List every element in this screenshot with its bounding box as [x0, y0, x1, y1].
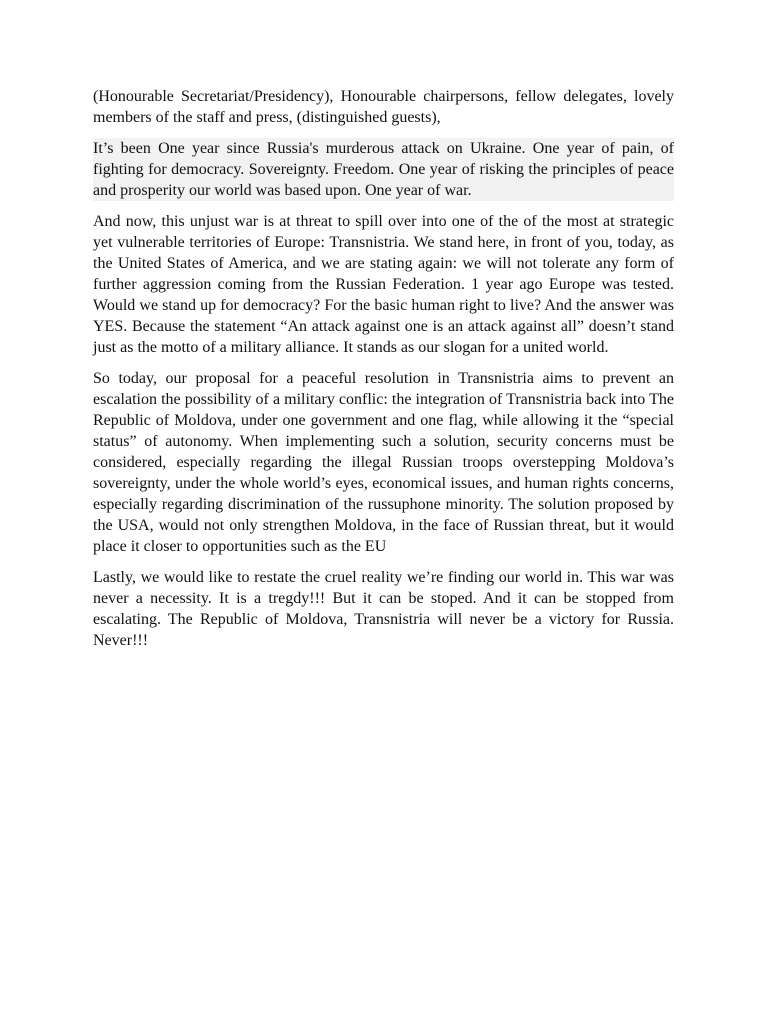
paragraph-conclusion: Lastly, we would like to restate the cruel reality we’re finding our world in. This war was never a necessity. It is a tregdy!!! But it can be stoped. And it can be stopped from escalating. The Republic of Moldova, Transnistria will never be a victory for Russia. Never!!!	[93, 569, 674, 649]
paragraph-proposal: So today, our proposal for a peaceful resolution in Transnistria aims to prevent an escalation the possibility of a military conflic: the integration of Transnistria back into The Republic of Moldova, under one government and one flag, while allowing it the “special status” of autonomy. When implementing such a solution, security concerns must be considered, especially regarding the illegal Russian troops overstepping Moldova’s sovereignty, under the whole world’s eyes, economical issues, and human rights concerns, especially regarding discrimination of the russuphone minority. The solution proposed by the USA, would not only strengthen Moldova, in the face of Russian threat, but it would place it closer to opportunities such as the EU	[93, 370, 674, 555]
paragraph-salutation: (Honourable Secretariat/Presidency), Honourable chairpersons, fellow delegates, lovely members of the staff and press, (distinguished guests),	[93, 88, 674, 126]
paragraph-one-year: It’s been One year since Russia's murderous attack on Ukraine. One year of pain, of fighting for democracy. Sovereignty. Freedom. One year of risking the principles of peace and prosperity our world was based upon. One year of war.	[93, 140, 674, 199]
paragraph-transnistria-threat: And now, this unjust war is at threat to spill over into one of the of the most at strategic yet vulnerable territories of Europe: Transnistria. We stand here, in front of you, today, as the United States of America, and we are stating again: we will not tolerate any form of further aggression coming from the Russian Federation. 1 year ago Europe was tested. Would we stand up for democracy? For the basic human right to live? And the answer was YES. Because the statement “An attack against one is an attack against all” doesn’t stand just as the motto of a military alliance. It stands as our slogan for a united world.	[93, 213, 674, 356]
document-page	[93, 86, 674, 661]
